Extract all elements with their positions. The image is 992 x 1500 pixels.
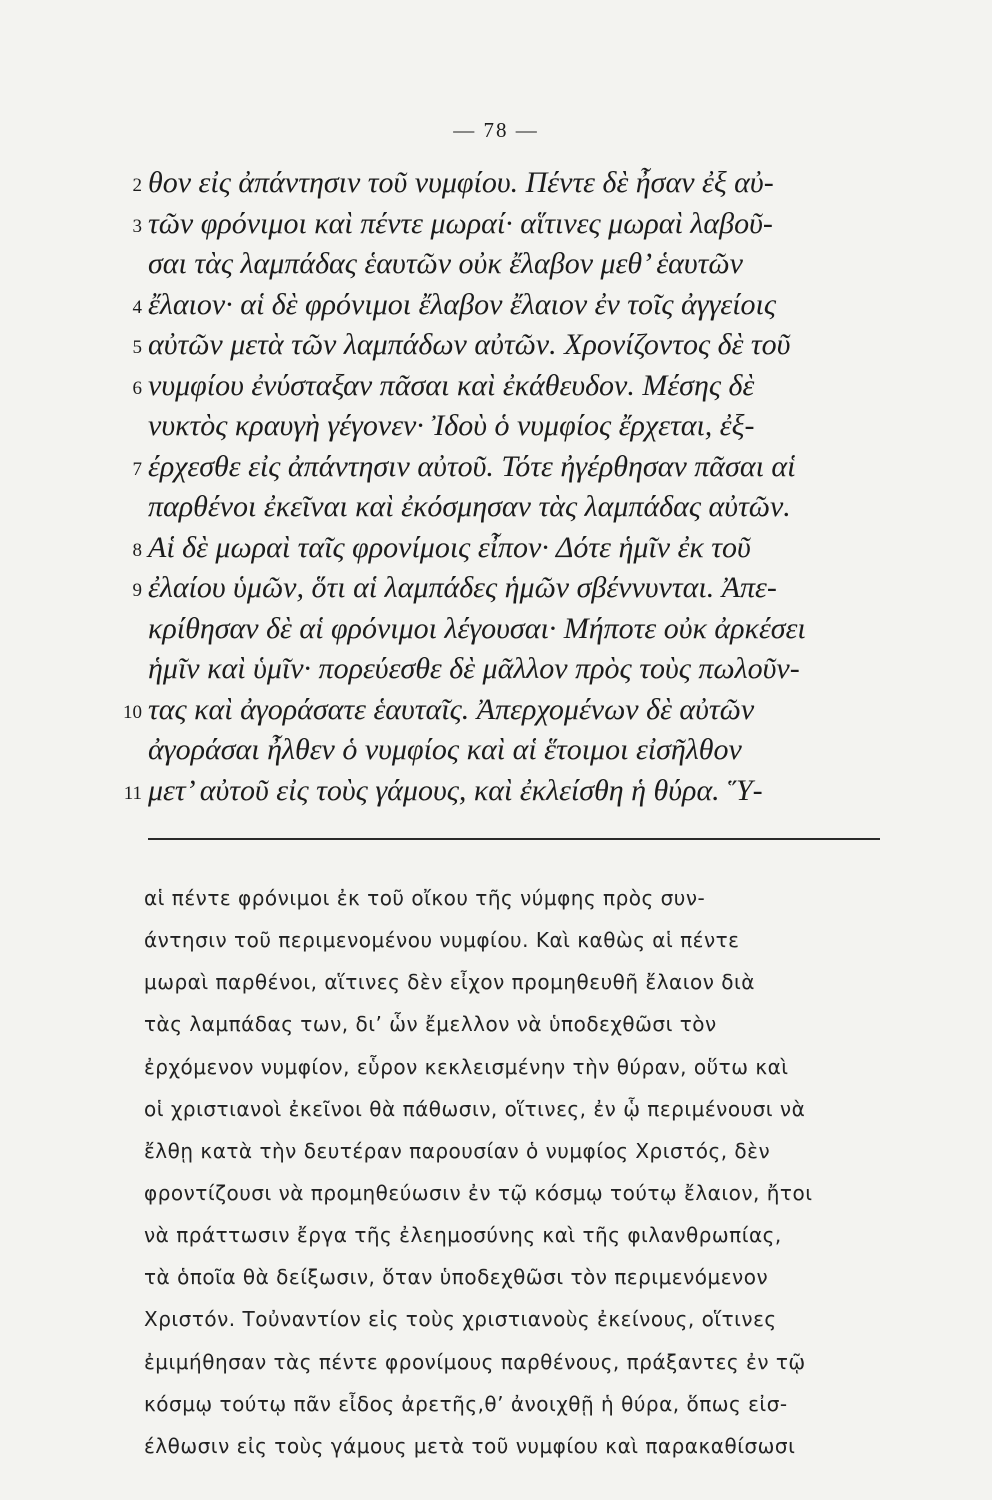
footnote-line: τὰ ὁποῖα θὰ δείξωσιν, ὅταν ὑποδεχθῶσι τὸν περιμενόμενον [144, 1265, 769, 1290]
footnote-line: οἱ χριστιανοὶ ἐκεῖνοι θὰ πάθωσιν, οἵτινες, ἐν ᾧ περιμένουσι νὰ [144, 1096, 806, 1121]
verse-number: 9 [132, 580, 142, 601]
text-line [132, 530, 876, 564]
footnote-line: τὰς λαμπάδας των, δι’ ὧν ἔμελλον νὰ ὑποδεχθῶσι τὸν [144, 1012, 717, 1037]
text-line [132, 571, 876, 604]
line-text: νυμφίου ἐνύσταξαν πᾶσαι καὶ ἐκάθευδον. Μέσης δὲ [148, 368, 755, 402]
line-text: σαι τὰς λαμπάδας ἑαυτῶν οὐκ ἔλαβον μεθ’ ἑαυτῶν [148, 247, 743, 280]
verse-number: 7 [132, 458, 142, 480]
verse-number: 11 [123, 782, 142, 804]
text-line [132, 206, 876, 240]
text-line [132, 328, 876, 361]
footnote-line: ἐμιμήθησαν τὰς πέντε φρονίμους παρθένους, πράξαντες ἐν τῷ [144, 1349, 806, 1374]
text-line [132, 368, 876, 402]
text-line [148, 654, 876, 684]
footnote-line: άντησιν τοῦ περιμενομένου νυμφίου. Καὶ καθὼς αἱ πέντε [144, 928, 740, 953]
footnote-line: ἔλθῃ κατὰ τὴν δευτέραν παρουσίαν ὁ νυμφίος Χριστός, δὲν [144, 1138, 771, 1163]
footnote-line: ἐρχόμενον νυμφίον, εὗρον κεκλεισμένην τὴν θύραν, οὕτω καὶ [144, 1054, 789, 1079]
page-number: — 78 — [453, 118, 539, 142]
line-text: τῶν φρόνιμοι καὶ πέντε μωραί· αἵτινες μωραὶ λαβοῦ- [148, 206, 773, 240]
verse-number: 4 [132, 296, 142, 318]
text-line [148, 611, 876, 645]
line-text: κρίθησαν δὲ αἱ φρόνιμοι λέγουσαι· Μήποτε οὐκ ἀρκέσει [148, 611, 806, 645]
footnote-line: μωραὶ παρθένοι, αἵτινες δὲν εἶχον προμηθευθῆ ἔλαιον διὰ [144, 970, 755, 995]
text-line [132, 166, 876, 199]
footnote-divider [148, 838, 880, 840]
line-text: ἡμῖν καὶ ὑμῖν· πορεύεσθε δὲ μᾶλλον πρὸς τοὺς πωλοῦν- [148, 652, 800, 685]
footnote-line: αἱ πέντε φρόνιμοι ἐκ τοῦ οἴκου τῆς νύμφης πρὸς συν- [144, 886, 706, 910]
line-text: αὐτῶν μετὰ τῶν λαμπάδων αὐτῶν. Χρονίζοντος δὲ τοῦ [148, 328, 791, 361]
line-text: ἀγοράσαι ἦλθεν ὁ νυμφίος καὶ αἱ ἕτοιμοι εἰσῆλθον [148, 733, 742, 766]
line-text: παρθένοι ἐκεῖναι καὶ ἐκόσμησαν τὰς λαμπάδας αὐτῶν. [148, 490, 791, 523]
verse-number: 3 [132, 215, 142, 237]
footnote-line: κόσμῳ τούτῳ πᾶν εἶδος ἀρετῆς,θ’ ἀνοιχθῇ ἡ θύρα, ὅπως εἰσ- [144, 1391, 788, 1416]
text-line [148, 735, 876, 765]
line-text: νυκτὸς κραυγὴ γέγονεν· Ἰδοὺ ὁ νυμφίος ἔρχεται, ἐξ- [148, 409, 755, 442]
line-text: τας καὶ ἀγοράσατε ἑαυταῖς. Ἀπερχομένων δὲ αὐτῶν [148, 692, 755, 726]
footnote-line: φροντίζουσι νὰ προμηθεύωσιν ἐν τῷ κόσμῳ τούτῳ ἔλαιον, ἤτοι [144, 1181, 813, 1205]
footnote-line: Χριστόν. Τοὐναντίον εἰς τοὺς χριστιανοὺς ἐκείνους, οἵτινες [144, 1307, 777, 1332]
verse-number: 6 [132, 377, 142, 399]
footnote-line: έλθωσιν εἰς τοὺς γάμους μετὰ τοῦ νυμφίου καὶ παρακαθίσωσι [144, 1433, 796, 1458]
text-line [123, 692, 876, 726]
verse-number: 2 [132, 175, 142, 196]
line-text: θον εἰς ἀπάντησιν τοῦ νυμφίου. Πέντε δὲ ἦσαν ἐξ αὐ- [148, 166, 774, 199]
line-text: μετ’ αὐτοῦ εἰς τοὺς γάμους, καὶ ἐκλείσθη ἡ θύρα. Ὕ- [148, 773, 763, 807]
verse-number: 8 [132, 539, 142, 561]
footnote-line: νὰ πράττωσιν ἔργα τῆς ἐλεημοσύνης καὶ τῆς φιλανθρωπίας, [144, 1223, 782, 1248]
line-text: ἐλαίου ὑμῶν, ὅτι αἱ λαμπάδες ἡμῶν σβέννυνται. Ἀπε- [148, 571, 777, 604]
line-text: Αἱ δὲ μωραὶ ταῖς φρονίμοις εἶπον· Δότε ἡμῖν ἐκ τοῦ [148, 530, 751, 564]
text-line [132, 449, 876, 483]
text-line [123, 773, 876, 807]
verse-number: 5 [132, 337, 142, 358]
text-line [148, 411, 876, 441]
text-line [148, 249, 876, 279]
text-line [132, 287, 876, 321]
line-text: ἔλαιον· αἱ δὲ φρόνιμοι ἔλαβον ἔλαιον ἐν τοῖς ἀγγείοις [148, 287, 777, 321]
text-line [148, 492, 876, 522]
line-text: έρχεσθε εἰς ἀπάντησιν αὐτοῦ. Τότε ἠγέρθησαν πᾶσαι αἱ [148, 449, 796, 483]
verse-number: 10 [123, 701, 142, 723]
